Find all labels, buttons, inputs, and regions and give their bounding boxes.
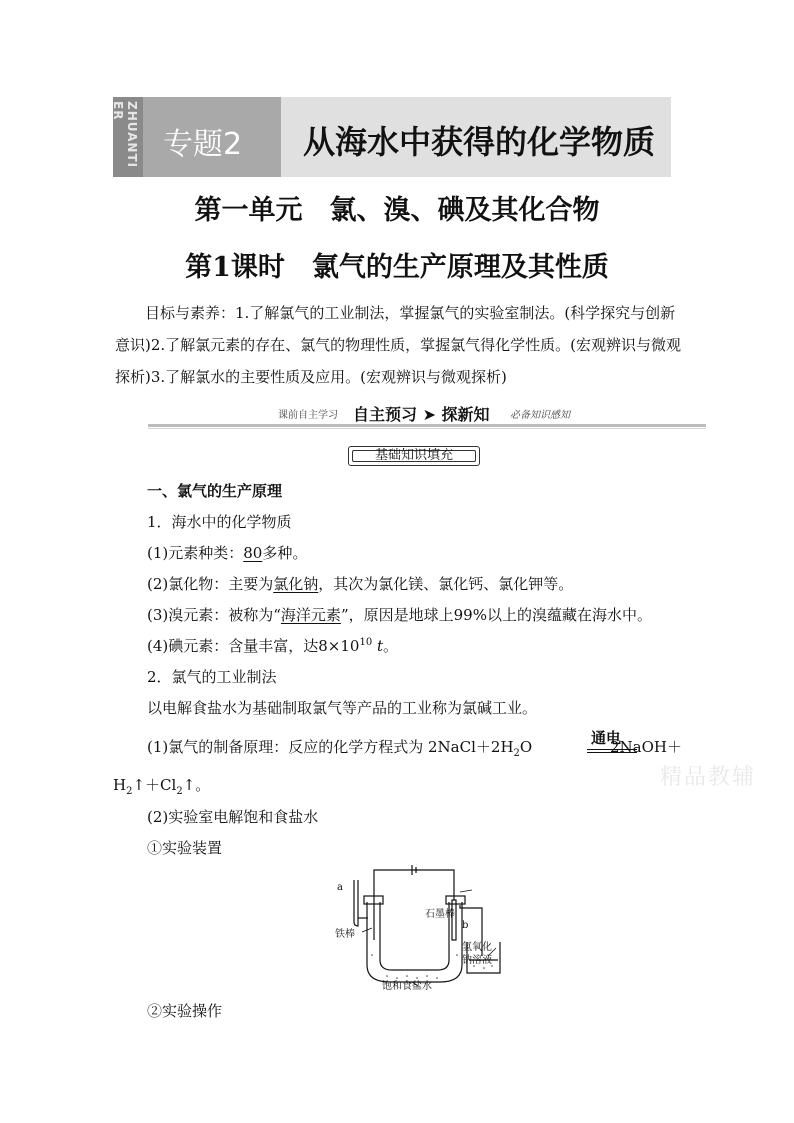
electrolysis-apparatus — [332, 860, 502, 990]
apparatus-drawing — [332, 860, 502, 990]
item-bromine: (3)溴元素：被称为“海洋元素”，原因是地球上99%以上的溴蕴藏在海水中。 — [147, 606, 652, 624]
section-band — [148, 402, 706, 424]
item-apparatus: ①实验装置 — [147, 839, 223, 857]
item-iodine: (4)碘元素：含量丰富，达$8\times 10^{10}$ t。 — [147, 637, 399, 655]
band-main-label: 自主预习 ➤ 探新知 — [353, 405, 490, 424]
fill-blank: 海洋元素 — [280, 606, 341, 624]
equation-line-1: (1)氯气的制备原理：反应的化学方程式为 $2NaCl+2H_2O$ — [147, 738, 533, 759]
item-element-types: (1)元素种类：80多种。 — [147, 544, 308, 562]
topic-title-box — [281, 97, 671, 177]
topic-label-box — [143, 97, 281, 177]
equation-products: 2NaOH＋ — [610, 738, 682, 756]
electrolysis-label: 通电 — [591, 729, 622, 747]
label-naoh-1: 氢氧化 — [462, 942, 492, 953]
label-b: b — [462, 920, 469, 931]
chlor-alkali-definition: 以电解食盐水为基础制取氯气等产品的工业称为氯碱工业。 — [147, 699, 538, 717]
label-a: a — [337, 882, 343, 893]
lesson-title: 第1课时 氯气的生产原理及其性质 — [185, 252, 609, 283]
band-left-label: 课前自主学习 — [278, 410, 338, 421]
band-right-label: 必备知识感知 — [510, 410, 570, 421]
item-operation: ②实验操作 — [147, 1002, 223, 1020]
side-tab-text: ZHUANTI ER — [111, 101, 139, 169]
label-graphite: 石墨棒 — [425, 909, 455, 920]
label-naoh-2: 钠溶液 — [462, 955, 492, 966]
unit-title: 第一单元 氯、溴、碘及其化合物 — [194, 195, 600, 226]
band-divider — [148, 424, 706, 427]
band-divider-thin — [148, 428, 706, 429]
box-title-text: 基础知识填充 — [374, 448, 453, 463]
fill-blank: 氯化钠 — [273, 575, 319, 593]
goals-paragraph: 目标与素养：1.了解氯气的工业制法，掌握氯气的实验室制法。(科学探究与创新意识)2.了解氯元素的存在、氯气的物理性质，掌握氯气得化学性质。(宏观辨识与微观探析)3.了解氯水的主要性质及应用。(宏观辨识与微观探析) — [115, 304, 682, 386]
subheading-1: 1．海水中的化学物质 — [147, 513, 292, 531]
side-tab — [113, 97, 143, 177]
label-brine: 饱和食盐水 — [382, 981, 432, 992]
topic-label: 专题2 — [163, 127, 243, 162]
item-chlorides: (2)氯化物：主要为氯化钠，其次为氯化镁、氯化钙、氯化钾等。 — [147, 575, 574, 593]
item-lab-electrolysis: (2)实验室电解饱和食盐水 — [147, 808, 319, 826]
subheading-2: 2．氯气的工业制法 — [147, 668, 277, 686]
watermark: 精品教辅 — [660, 765, 757, 790]
fill-blank: 80 — [243, 544, 263, 562]
box-title — [348, 446, 480, 466]
heading-1: 一、氯气的生产原理 — [147, 482, 283, 500]
label-iron: 铁棒 — [335, 929, 355, 940]
topic-title: 从海水中获得的化学物质 — [303, 123, 656, 161]
equation-line-2: $H_2↑+Cl_2↑$。 — [113, 776, 211, 797]
